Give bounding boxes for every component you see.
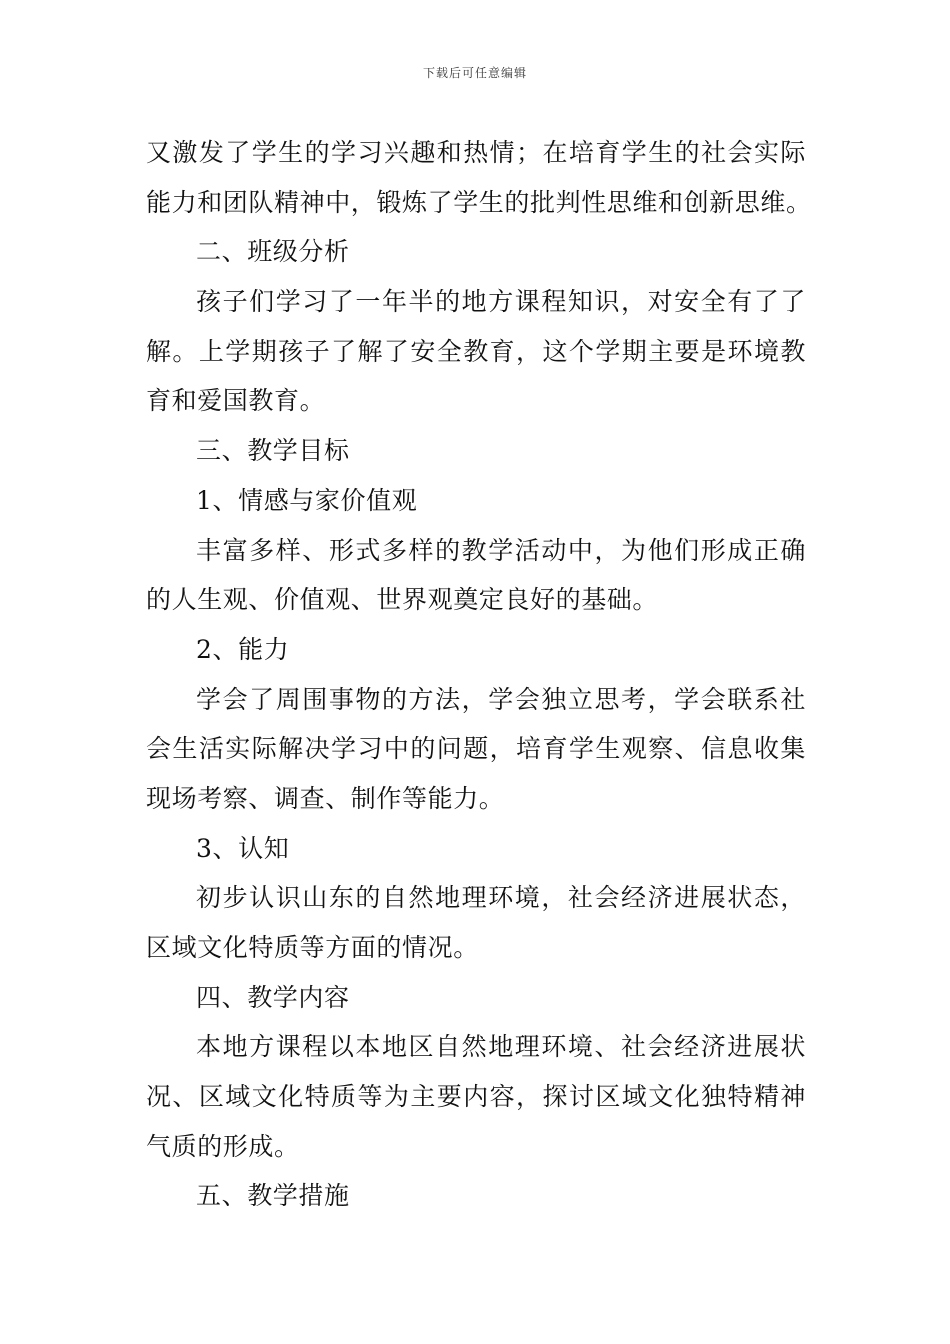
text-line: 孩子们学习了一年半的地方课程知识，对安全有了了	[196, 287, 806, 317]
text-line: 区域文化特质等方面的情况。	[146, 933, 479, 962]
text-line: 初步认识山东的自然地理环境，社会经济进展状态，	[196, 883, 806, 913]
page-header-note: 下载后可任意编辑	[422, 66, 527, 80]
section-heading: 三、教学目标	[196, 436, 350, 466]
text-line: 育和爱国教育。	[146, 386, 326, 416]
text-line: 本地方课程以本地区自然地理环境、社会经济进展状	[196, 1032, 806, 1062]
document-body	[146, 128, 812, 1221]
text-line: 气质的形成。	[146, 1131, 300, 1161]
subsection-heading: 2、能力	[196, 634, 290, 664]
subsection-heading: 3、认知	[196, 833, 290, 863]
text-line: 丰富多样、形式多样的教学活动中，为他们形成正确	[196, 535, 806, 565]
subsection-heading: 1、情感与家价值观	[196, 485, 418, 515]
text-line: 学会了周围事物的方法，学会独立思考，学会联系社	[196, 684, 806, 714]
section-heading: 二、班级分析	[196, 237, 350, 267]
text-line: 况、区域文化特质等为主要内容，探讨区域文化独特精神	[146, 1082, 806, 1112]
section-heading: 四、教学内容	[196, 982, 350, 1012]
text-line: 解。上学期孩子了解了安全教育，这个学期主要是环境教	[146, 336, 806, 366]
text-line: 的人生观、价值观、世界观奠定良好的基础。	[146, 585, 659, 615]
text-line: 会生活实际解决学习中的问题，培育学生观察、信息收集	[146, 734, 806, 764]
text-line: 又激发了学生的学习兴趣和热情；在培育学生的社会实际	[146, 138, 806, 167]
text-line: 现场考察、调查、制作等能力。	[146, 783, 505, 813]
text-line: 能力和团队精神中，锻炼了学生的批判性思维和创新思维。	[146, 187, 812, 217]
section-heading: 五、教学措施	[196, 1181, 350, 1211]
